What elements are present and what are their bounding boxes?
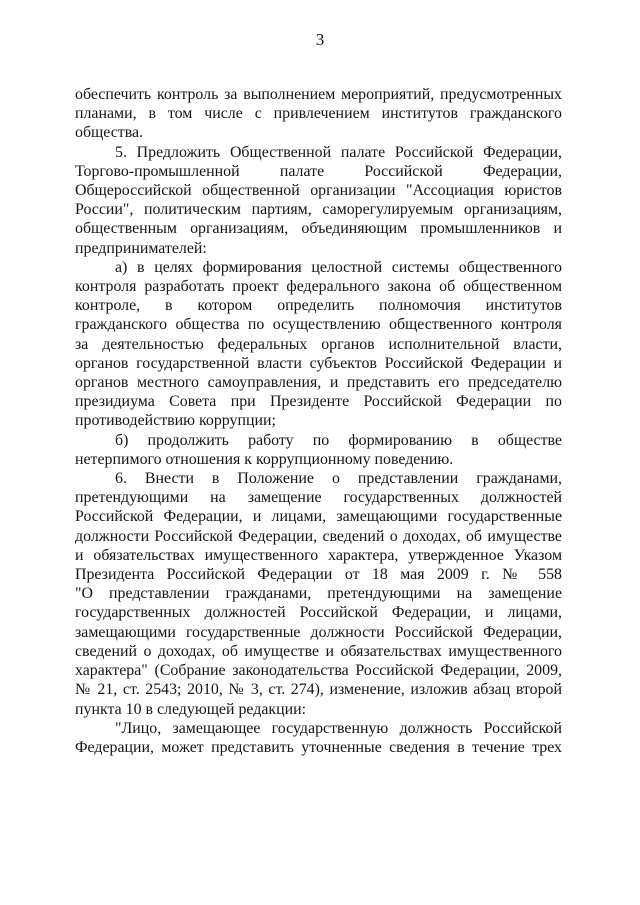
text-line: обеспечить контроль за выполнением мероприятий, предусмотренных xyxy=(75,86,562,103)
text-line: претендующими на замещение государственных должностей xyxy=(75,489,562,507)
text-line: и обязательствах имущественного характера, утвержденное Указом xyxy=(75,546,562,564)
text-line: планами, в том числе с привлечением институтов гражданского xyxy=(75,105,562,123)
text-line: "Лицо, замещающее государственную должность Российской xyxy=(115,719,562,737)
text-line: 5. Предложить Общественной палате Российской Федерации, xyxy=(115,143,562,161)
page-number: 3 xyxy=(315,30,325,49)
text-line: "О представлении гражданами, претендующими на замещение xyxy=(75,585,562,603)
paragraph-item-5a xyxy=(75,258,562,431)
text-line: нетерпимого отношения к коррупционному поведению. xyxy=(75,450,454,468)
text-line: президиума Совета при Президенте Российской Федерации по xyxy=(75,393,562,411)
text-line: предпринимателей: xyxy=(75,239,207,257)
document-body xyxy=(75,85,562,757)
text-line: общественным организациям, объединяющим промышленников и xyxy=(75,220,562,238)
text-line: гражданского общества по осуществлению общественного контроля xyxy=(75,316,562,334)
text-line: № 21, ст. 2543; 2010, № 3, ст. 274), изменение, изложив абзац второй xyxy=(75,681,562,699)
text-line: Российской Федерации, и лицами, замещающими государственные xyxy=(75,508,562,526)
text-line: характера" (Собрание законодательства Российской Федерации, 2009, xyxy=(75,662,562,680)
text-line: 6. Внести в Положение о представлении гражданами, xyxy=(115,470,562,488)
text-line: Президента Российской Федерации от 18 мая 2009 г. № 558 xyxy=(75,566,562,584)
text-line: органов государственной власти субъектов Российской Федерации и xyxy=(75,354,562,372)
text-line: сведений о доходах, об имуществе и обязательствах имущественного xyxy=(75,642,562,660)
paragraph-control-provision xyxy=(75,85,562,143)
text-line: России", политическим партиям, саморегулируемым организациям, xyxy=(75,201,562,219)
text-line: Федерации, может представить уточненные сведения в течение трех xyxy=(75,738,562,756)
text-line: государственных должностей Российской Федерации, и лицами, xyxy=(75,604,562,622)
text-line: а) в целях формирования целостной системы общественного xyxy=(115,258,562,276)
paragraph-item-6 xyxy=(75,469,562,719)
text-line: органов местного самоуправления, и представить его председателю xyxy=(75,374,562,392)
text-line: Общероссийской общественной организации "Ассоциация юристов xyxy=(75,182,562,200)
text-line: общества. xyxy=(75,124,144,142)
text-line: противодействию коррупции; xyxy=(75,412,276,430)
text-line: должности Российской Федерации, сведений о доходах, об имуществе xyxy=(75,527,562,545)
text-line: контроле, в котором определить полномочия институтов xyxy=(75,297,562,315)
paragraph-quoted-amendment xyxy=(75,719,562,757)
text-line: за деятельностью федеральных органов исполнительной власти, xyxy=(75,335,562,353)
text-line: б) продолжить работу по формированию в обществе xyxy=(115,431,562,449)
text-line: контроля разработать проект федерального закона об общественном xyxy=(75,278,562,296)
text-line: замещающими государственные должности Российской Федерации, xyxy=(75,623,562,641)
text-line: пункта 10 в следующей редакции: xyxy=(75,700,307,718)
paragraph-item-5 xyxy=(75,143,562,258)
text-line: Торгово-промышленной палате Российской Федерации, xyxy=(75,162,562,180)
paragraph-item-5b xyxy=(75,431,562,469)
